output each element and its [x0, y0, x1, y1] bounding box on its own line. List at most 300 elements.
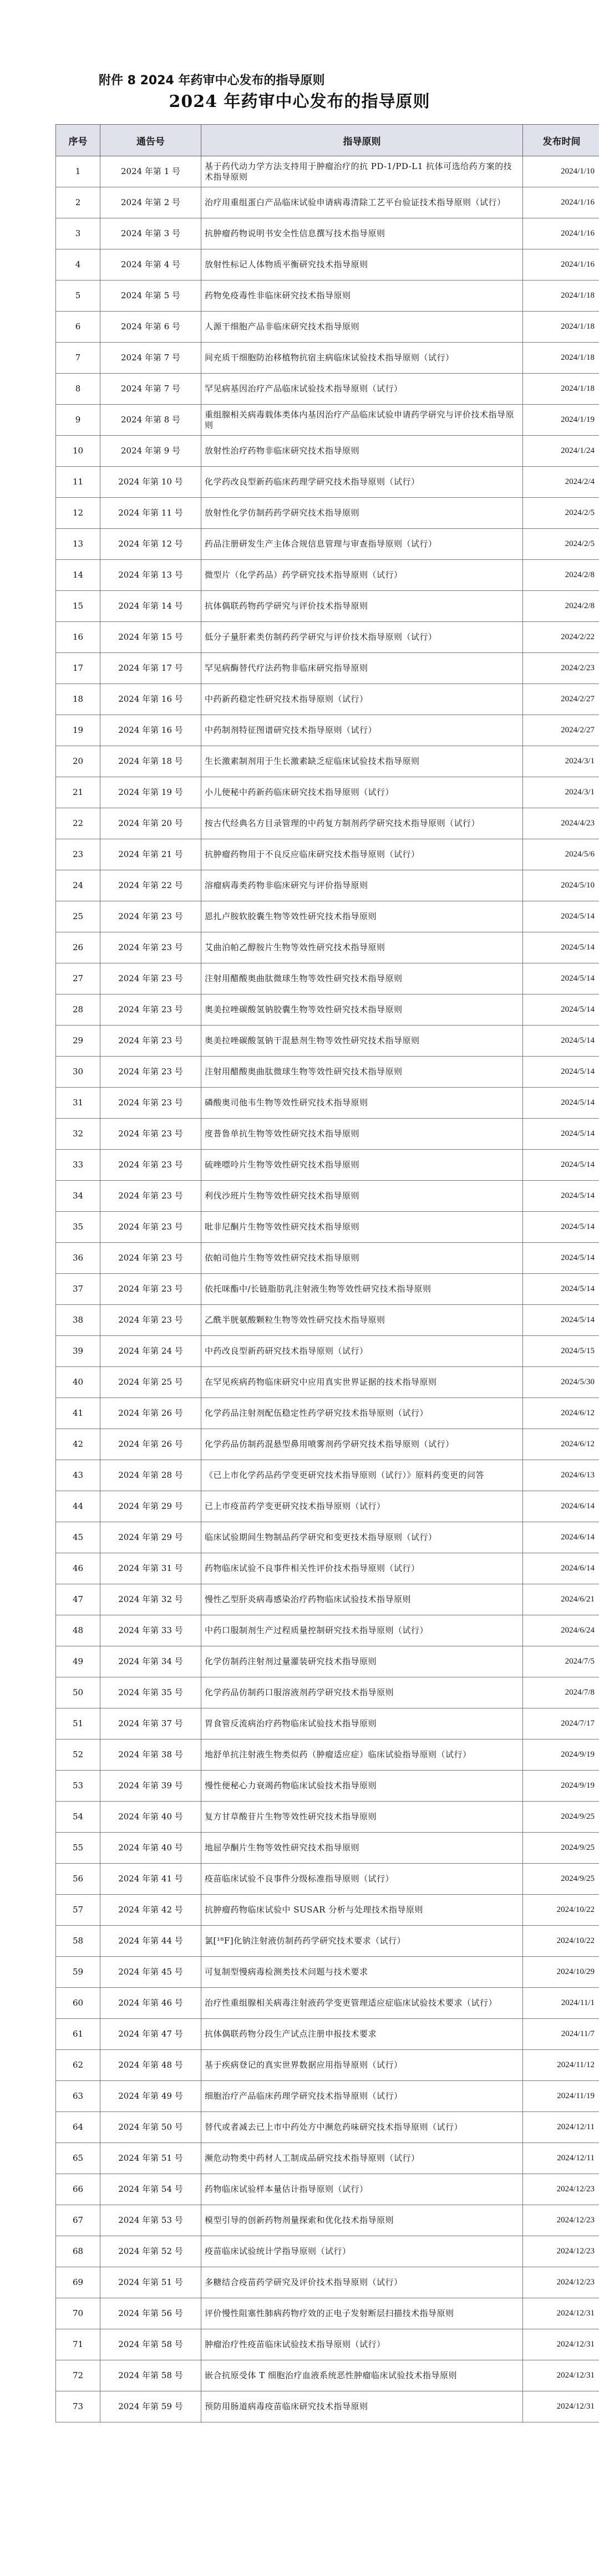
table-row: [56, 2360, 599, 2391]
table-row: [56, 1305, 599, 1336]
row-guideline: 抗肿瘤药物说明书安全性信息撰写技术指导原则: [201, 218, 523, 249]
row-date: 2024/6/14: [523, 1491, 599, 1522]
row-date: 2024/11/7: [523, 2019, 599, 2050]
row-date: 2024/11/1: [523, 1988, 599, 2019]
row-notice: 2024 年第 31 号: [100, 1553, 201, 1584]
table-row: [56, 2236, 599, 2267]
row-date: 2024/2/22: [523, 622, 599, 653]
row-guideline: 药物免疫毒性非临床研究技术指导原则: [201, 280, 523, 312]
row-notice: 2024 年第 37 号: [100, 1708, 201, 1740]
table-row: [56, 1088, 599, 1119]
table-row: [56, 1429, 599, 1460]
table-row: [56, 280, 599, 312]
row-guideline: 放射性治疗药物非临床研究技术指导原则: [201, 436, 523, 467]
row-notice: 2024 年第 24 号: [100, 1336, 201, 1367]
attachment-label: 附件 8 2024 年药审中心发布的指导原则: [99, 74, 325, 88]
row-date: 2024/5/15: [523, 1336, 599, 1367]
row-notice: 2024 年第 16 号: [100, 715, 201, 746]
row-notice: 2024 年第 1 号: [100, 156, 201, 187]
row-serial: 32: [56, 1119, 100, 1150]
row-notice: 2024 年第 54 号: [100, 2174, 201, 2205]
row-serial: 55: [56, 1833, 100, 1864]
row-date: 2024/7/5: [523, 1646, 599, 1677]
row-guideline: 吡非尼酮片生物等效性研究技术指导原则: [201, 1212, 523, 1243]
row-serial: 65: [56, 2143, 100, 2174]
row-notice: 2024 年第 26 号: [100, 1429, 201, 1460]
table-row: [56, 1646, 599, 1677]
row-date: 2024/9/25: [523, 1833, 599, 1864]
row-guideline: 恩扎卢胺软胶囊生物等效性研究技术指导原则: [201, 901, 523, 932]
row-notice: 2024 年第 33 号: [100, 1615, 201, 1646]
table-row: [56, 1771, 599, 1802]
row-notice: 2024 年第 5 号: [100, 280, 201, 312]
row-guideline: 小儿便秘中药新药临床研究技术指导原则（试行）: [201, 777, 523, 808]
row-date: 2024/6/12: [523, 1429, 599, 1460]
row-date: 2024/5/14: [523, 1212, 599, 1243]
row-serial: 43: [56, 1460, 100, 1491]
table-row: [56, 2391, 599, 2422]
row-date: 2024/2/8: [523, 560, 599, 591]
row-date: 2024/2/5: [523, 529, 599, 560]
header-date: 发布时间: [523, 125, 599, 156]
row-date: 2024/5/14: [523, 1057, 599, 1088]
row-serial: 68: [56, 2236, 100, 2267]
row-serial: 15: [56, 591, 100, 622]
table-row: [56, 901, 599, 932]
row-notice: 2024 年第 19 号: [100, 777, 201, 808]
table-row: [56, 560, 599, 591]
row-serial: 51: [56, 1708, 100, 1740]
row-notice: 2024 年第 22 号: [100, 870, 201, 901]
table-row: [56, 249, 599, 280]
table-row: [56, 1833, 599, 1864]
table-row: [56, 932, 599, 963]
row-serial: 38: [56, 1305, 100, 1336]
row-date: 2024/2/27: [523, 715, 599, 746]
table-row: [56, 963, 599, 994]
row-serial: 30: [56, 1057, 100, 1088]
row-notice: 2024 年第 42 号: [100, 1895, 201, 1926]
document-title: 2024 年药审中心发布的指导原则: [169, 92, 430, 111]
row-notice: 2024 年第 48 号: [100, 2050, 201, 2081]
row-date: 2024/6/12: [523, 1398, 599, 1429]
row-serial: 36: [56, 1243, 100, 1274]
row-serial: 8: [56, 374, 100, 405]
row-serial: 23: [56, 839, 100, 870]
row-notice: 2024 年第 41 号: [100, 1864, 201, 1895]
row-date: 2024/4/23: [523, 808, 599, 839]
row-guideline: 微型片（化学药品）药学研究技术指导原则（试行）: [201, 560, 523, 591]
row-date: 2024/5/14: [523, 1274, 599, 1305]
row-guideline: 注射用醋酸奥曲肽微球生物等效性研究技术指导原则: [201, 1057, 523, 1088]
table-row: [56, 1677, 599, 1708]
row-guideline: 药物临床试验不良事件相关性评价技术指导原则（试行）: [201, 1553, 523, 1584]
row-notice: 2024 年第 11 号: [100, 498, 201, 529]
row-serial: 9: [56, 405, 100, 436]
row-date: 2024/12/23: [523, 2236, 599, 2267]
row-guideline: 多糖结合疫苗药学研究及评价技术指导原则（试行）: [201, 2267, 523, 2298]
row-date: 2024/12/11: [523, 2112, 599, 2143]
table-row: [56, 2298, 599, 2329]
row-guideline: 氯[¹⁸F]化钠注射液仿制药药学研究技术要求（试行）: [201, 1926, 523, 1957]
row-guideline: 利伐沙班片生物等效性研究技术指导原则: [201, 1181, 523, 1212]
row-serial: 3: [56, 218, 100, 249]
row-serial: 33: [56, 1150, 100, 1181]
row-date: 2024/3/1: [523, 746, 599, 777]
row-serial: 5: [56, 280, 100, 312]
row-notice: 2024 年第 12 号: [100, 529, 201, 560]
table-row: [56, 1926, 599, 1957]
row-date: 2024/10/29: [523, 1957, 599, 1988]
row-serial: 29: [56, 1026, 100, 1057]
row-guideline: 奥美拉唑碳酸氢钠干混悬剂生物等效性研究技术指导原则: [201, 1026, 523, 1057]
header-serial: 序号: [56, 125, 100, 156]
row-serial: 19: [56, 715, 100, 746]
header-notice: 通告号: [100, 125, 201, 156]
row-guideline: 《已上市化学药品药学变更研究技术指导原则（试行）》原料药变更的问答: [201, 1460, 523, 1491]
row-serial: 44: [56, 1491, 100, 1522]
row-serial: 13: [56, 529, 100, 560]
row-date: 2024/1/16: [523, 218, 599, 249]
row-notice: 2024 年第 17 号: [100, 653, 201, 684]
row-guideline: 基于药代动力学方法支持用于肿瘤治疗的抗 PD-1/PD-L1 抗体可选给药方案的技术指导原则: [201, 156, 523, 187]
table-row: [56, 1026, 599, 1057]
row-guideline: 已上市疫苗药学变更研究技术指导原则（试行）: [201, 1491, 523, 1522]
row-serial: 24: [56, 870, 100, 901]
table-row: [56, 498, 599, 529]
row-notice: 2024 年第 10 号: [100, 467, 201, 498]
table-row: [56, 2050, 599, 2081]
row-guideline: 化学药品仿制药混悬型鼻用喷雾剂药学研究技术指导原则（试行）: [201, 1429, 523, 1460]
table-row: [56, 1367, 599, 1398]
row-guideline: 按古代经典名方目录管理的中药复方制剂药学研究技术指导原则（试行）: [201, 808, 523, 839]
row-notice: 2024 年第 29 号: [100, 1491, 201, 1522]
row-serial: 47: [56, 1584, 100, 1615]
row-guideline: 模型引导的创新药物剂量探索和优化技术指导原则: [201, 2205, 523, 2236]
row-guideline: 基于疾病登记的真实世界数据应用指导原则（试行）: [201, 2050, 523, 2081]
table-row: [56, 1708, 599, 1740]
row-date: 2024/5/14: [523, 1026, 599, 1057]
row-date: 2024/12/31: [523, 2298, 599, 2329]
row-serial: 41: [56, 1398, 100, 1429]
row-guideline: 地屈孕酮片生物等效性研究技术指导原则: [201, 1833, 523, 1864]
table-row: [56, 1740, 599, 1771]
table-row: [56, 1181, 599, 1212]
table-row: [56, 653, 599, 684]
row-guideline: 乙酰半胱氨酸颗粒生物等效性研究技术指导原则: [201, 1305, 523, 1336]
row-date: 2024/10/22: [523, 1926, 599, 1957]
row-date: 2024/2/27: [523, 684, 599, 715]
row-guideline: 疫苗临床试验统计学指导原则（试行）: [201, 2236, 523, 2267]
row-notice: 2024 年第 23 号: [100, 994, 201, 1026]
row-date: 2024/6/13: [523, 1460, 599, 1491]
row-guideline: 抗肿瘤药物临床试验中 SUSAR 分析与处理技术指导原则: [201, 1895, 523, 1926]
row-date: 2024/1/18: [523, 280, 599, 312]
table-row: [56, 343, 599, 374]
row-notice: 2024 年第 8 号: [100, 405, 201, 436]
table-row: [56, 187, 599, 218]
table-row: [56, 436, 599, 467]
row-guideline: 放射性标记人体物质平衡研究技术指导原则: [201, 249, 523, 280]
row-date: 2024/5/14: [523, 1243, 599, 1274]
row-notice: 2024 年第 23 号: [100, 1150, 201, 1181]
row-guideline: 药物临床试验样本量估计指导原则（试行）: [201, 2174, 523, 2205]
row-guideline: 治疗用重组蛋白产品临床试验申请病毒清除工艺平台验证技术指导原则（试行）: [201, 187, 523, 218]
row-serial: 67: [56, 2205, 100, 2236]
table-row: [56, 2205, 599, 2236]
table-row: [56, 1336, 599, 1367]
table-row: [56, 1119, 599, 1150]
table-row: [56, 622, 599, 653]
row-notice: 2024 年第 13 号: [100, 560, 201, 591]
table-row: [56, 1398, 599, 1429]
row-guideline: 中药新药稳定性研究技术指导原则（试行）: [201, 684, 523, 715]
table-row: [56, 2143, 599, 2174]
row-notice: 2024 年第 4 号: [100, 249, 201, 280]
row-serial: 22: [56, 808, 100, 839]
row-date: 2024/12/23: [523, 2205, 599, 2236]
guideline-table: [55, 124, 599, 2422]
row-date: 2024/5/6: [523, 839, 599, 870]
table-row: [56, 1864, 599, 1895]
row-notice: 2024 年第 21 号: [100, 839, 201, 870]
row-serial: 72: [56, 2360, 100, 2391]
row-date: 2024/11/19: [523, 2081, 599, 2112]
row-guideline: 奥美拉唑碳酸氢钠胶囊生物等效性研究技术指导原则: [201, 994, 523, 1026]
row-notice: 2024 年第 23 号: [100, 1026, 201, 1057]
table-row: [56, 591, 599, 622]
row-guideline: 中药制剂特征图谱研究技术指导原则（试行）: [201, 715, 523, 746]
table-row: [56, 870, 599, 901]
table-row: [56, 218, 599, 249]
row-notice: 2024 年第 23 号: [100, 901, 201, 932]
row-notice: 2024 年第 58 号: [100, 2329, 201, 2360]
row-notice: 2024 年第 45 号: [100, 1957, 201, 1988]
row-guideline: 抗体偶联药物药学研究与评价技术指导原则: [201, 591, 523, 622]
table-row: [56, 1274, 599, 1305]
header-guideline: 指导原则: [201, 125, 523, 156]
row-serial: 7: [56, 343, 100, 374]
table-row: [56, 1243, 599, 1274]
row-guideline: 抗体偶联药物分段生产试点注册申报技术要求: [201, 2019, 523, 2050]
row-notice: 2024 年第 47 号: [100, 2019, 201, 2050]
row-notice: 2024 年第 7 号: [100, 374, 201, 405]
row-date: 2024/9/25: [523, 1802, 599, 1833]
row-serial: 42: [56, 1429, 100, 1460]
row-date: 2024/5/14: [523, 901, 599, 932]
row-serial: 56: [56, 1864, 100, 1895]
row-serial: 73: [56, 2391, 100, 2422]
row-serial: 34: [56, 1181, 100, 1212]
row-date: 2024/5/14: [523, 963, 599, 994]
row-notice: 2024 年第 53 号: [100, 2205, 201, 2236]
row-date: 2024/6/21: [523, 1584, 599, 1615]
row-date: 2024/1/16: [523, 187, 599, 218]
row-notice: 2024 年第 23 号: [100, 1274, 201, 1305]
row-guideline: 中药改良型新药研究技术指导原则（试行）: [201, 1336, 523, 1367]
row-serial: 6: [56, 312, 100, 343]
row-date: 2024/1/19: [523, 405, 599, 436]
table-row: [56, 2112, 599, 2143]
row-serial: 18: [56, 684, 100, 715]
row-date: 2024/6/14: [523, 1553, 599, 1584]
row-notice: 2024 年第 32 号: [100, 1584, 201, 1615]
row-guideline: 在罕见疾病药物临床研究中应用真实世界证据的技术指导原则: [201, 1367, 523, 1398]
row-serial: 60: [56, 1988, 100, 2019]
row-notice: 2024 年第 3 号: [100, 218, 201, 249]
row-guideline: 细胞治疗产品临床药理学研究技术指导原则（试行）: [201, 2081, 523, 2112]
table-row: [56, 1553, 599, 1584]
row-serial: 25: [56, 901, 100, 932]
table-row: [56, 1150, 599, 1181]
row-date: 2024/7/8: [523, 1677, 599, 1708]
row-serial: 28: [56, 994, 100, 1026]
row-date: 2024/1/18: [523, 374, 599, 405]
row-notice: 2024 年第 23 号: [100, 1181, 201, 1212]
row-date: 2024/2/8: [523, 591, 599, 622]
table-row: [56, 1895, 599, 1926]
row-date: 2024/9/19: [523, 1771, 599, 1802]
table-row: [56, 777, 599, 808]
table-row: [56, 1802, 599, 1833]
row-notice: 2024 年第 51 号: [100, 2267, 201, 2298]
row-notice: 2024 年第 26 号: [100, 1398, 201, 1429]
row-serial: 59: [56, 1957, 100, 1988]
table-row: [56, 467, 599, 498]
row-notice: 2024 年第 50 号: [100, 2112, 201, 2143]
row-date: 2024/3/1: [523, 777, 599, 808]
row-notice: 2024 年第 44 号: [100, 1926, 201, 1957]
row-guideline: 疫苗临床试验不良事件分级标准指导原则（试行）: [201, 1864, 523, 1895]
table-header-row: [56, 125, 599, 156]
table-row: [56, 808, 599, 839]
table-row: [56, 2329, 599, 2360]
row-date: 2024/11/12: [523, 2050, 599, 2081]
row-guideline: 嵌合抗原受体 T 细胞治疗血液系统恶性肿瘤临床试验技术指导原则: [201, 2360, 523, 2391]
row-notice: 2024 年第 15 号: [100, 622, 201, 653]
row-guideline: 肿瘤治疗性疫苗临床试验技术指导原则（试行）: [201, 2329, 523, 2360]
table-row: [56, 405, 599, 436]
row-date: 2024/1/10: [523, 156, 599, 187]
row-date: 2024/10/22: [523, 1895, 599, 1926]
row-serial: 71: [56, 2329, 100, 2360]
row-date: 2024/1/18: [523, 312, 599, 343]
row-notice: 2024 年第 23 号: [100, 1212, 201, 1243]
row-date: 2024/6/24: [523, 1615, 599, 1646]
table-row: [56, 684, 599, 715]
table-body: [56, 156, 599, 2422]
row-notice: 2024 年第 18 号: [100, 746, 201, 777]
table-row: [56, 312, 599, 343]
row-date: 2024/5/14: [523, 1150, 599, 1181]
row-serial: 37: [56, 1274, 100, 1305]
row-guideline: 间充质干细胞防治移植物抗宿主病临床试验技术指导原则（试行）: [201, 343, 523, 374]
row-date: 2024/2/4: [523, 467, 599, 498]
row-guideline: 低分子量肝素类仿制药药学研究与评价技术指导原则（试行）: [201, 622, 523, 653]
row-guideline: 罕见病酶替代疗法药物非临床研究指导原则: [201, 653, 523, 684]
row-date: 2024/5/30: [523, 1367, 599, 1398]
row-date: 2024/7/17: [523, 1708, 599, 1740]
row-serial: 4: [56, 249, 100, 280]
row-date: 2024/12/11: [523, 2143, 599, 2174]
row-notice: 2024 年第 40 号: [100, 1833, 201, 1864]
row-notice: 2024 年第 20 号: [100, 808, 201, 839]
row-serial: 49: [56, 1646, 100, 1677]
row-serial: 26: [56, 932, 100, 963]
row-serial: 1: [56, 156, 100, 187]
table-row: [56, 1057, 599, 1088]
row-serial: 48: [56, 1615, 100, 1646]
table-row: [56, 1212, 599, 1243]
row-serial: 2: [56, 187, 100, 218]
row-date: 2024/2/23: [523, 653, 599, 684]
row-guideline: 艾曲泊帕乙醇胺片生物等效性研究技术指导原则: [201, 932, 523, 963]
row-notice: 2024 年第 9 号: [100, 436, 201, 467]
row-serial: 50: [56, 1677, 100, 1708]
row-guideline: 慢性便秘心力衰竭药物临床试验技术指导原则: [201, 1771, 523, 1802]
table-row: [56, 1491, 599, 1522]
row-date: 2024/12/31: [523, 2360, 599, 2391]
row-date: 2024/9/25: [523, 1864, 599, 1895]
table-row: [56, 994, 599, 1026]
row-guideline: 慢性乙型肝炎病毒感染治疗药物临床试验技术指导原则: [201, 1584, 523, 1615]
row-serial: 21: [56, 777, 100, 808]
row-guideline: 重组腺相关病毒载体类体内基因治疗产品临床试验申请药学研究与评价技术指导原则: [201, 405, 523, 436]
row-serial: 63: [56, 2081, 100, 2112]
row-serial: 57: [56, 1895, 100, 1926]
row-serial: 14: [56, 560, 100, 591]
row-serial: 64: [56, 2112, 100, 2143]
row-serial: 53: [56, 1771, 100, 1802]
row-date: 2024/1/16: [523, 249, 599, 280]
row-guideline: 中药口服制剂生产过程质量控制研究技术指导原则（试行）: [201, 1615, 523, 1646]
row-serial: 39: [56, 1336, 100, 1367]
row-date: 2024/12/31: [523, 2329, 599, 2360]
row-date: 2024/5/14: [523, 1181, 599, 1212]
row-serial: 16: [56, 622, 100, 653]
row-serial: 61: [56, 2019, 100, 2050]
row-notice: 2024 年第 58 号: [100, 2360, 201, 2391]
row-serial: 11: [56, 467, 100, 498]
row-notice: 2024 年第 51 号: [100, 2143, 201, 2174]
row-guideline: 地舒单抗注射液生物类似药（肿瘤适应症）临床试验指导原则（试行）: [201, 1740, 523, 1771]
row-notice: 2024 年第 56 号: [100, 2298, 201, 2329]
row-guideline: 人源干细胞产品非临床研究技术指导原则: [201, 312, 523, 343]
row-notice: 2024 年第 23 号: [100, 1088, 201, 1119]
row-date: 2024/5/14: [523, 994, 599, 1026]
table-row: [56, 715, 599, 746]
row-guideline: 磷酸奥司他韦生物等效性研究技术指导原则: [201, 1088, 523, 1119]
row-serial: 58: [56, 1926, 100, 1957]
row-guideline: 药品注册研发生产主体合规信息管理与审查指导原则（试行）: [201, 529, 523, 560]
row-date: 2024/12/23: [523, 2174, 599, 2205]
row-notice: 2024 年第 29 号: [100, 1522, 201, 1553]
row-date: 2024/5/10: [523, 870, 599, 901]
row-notice: 2024 年第 25 号: [100, 1367, 201, 1398]
row-date: 2024/5/14: [523, 1088, 599, 1119]
row-notice: 2024 年第 23 号: [100, 963, 201, 994]
row-date: 2024/6/14: [523, 1522, 599, 1553]
row-serial: 66: [56, 2174, 100, 2205]
row-guideline: 化学药改良型新药临床药理学研究技术指导原则（试行）: [201, 467, 523, 498]
row-serial: 52: [56, 1740, 100, 1771]
table-row: [56, 1957, 599, 1988]
row-serial: 27: [56, 963, 100, 994]
table-row: [56, 839, 599, 870]
row-notice: 2024 年第 46 号: [100, 1988, 201, 2019]
table-row: [56, 1988, 599, 2019]
row-guideline: 化学仿制药注射剂过量灌装研究技术指导原则: [201, 1646, 523, 1677]
